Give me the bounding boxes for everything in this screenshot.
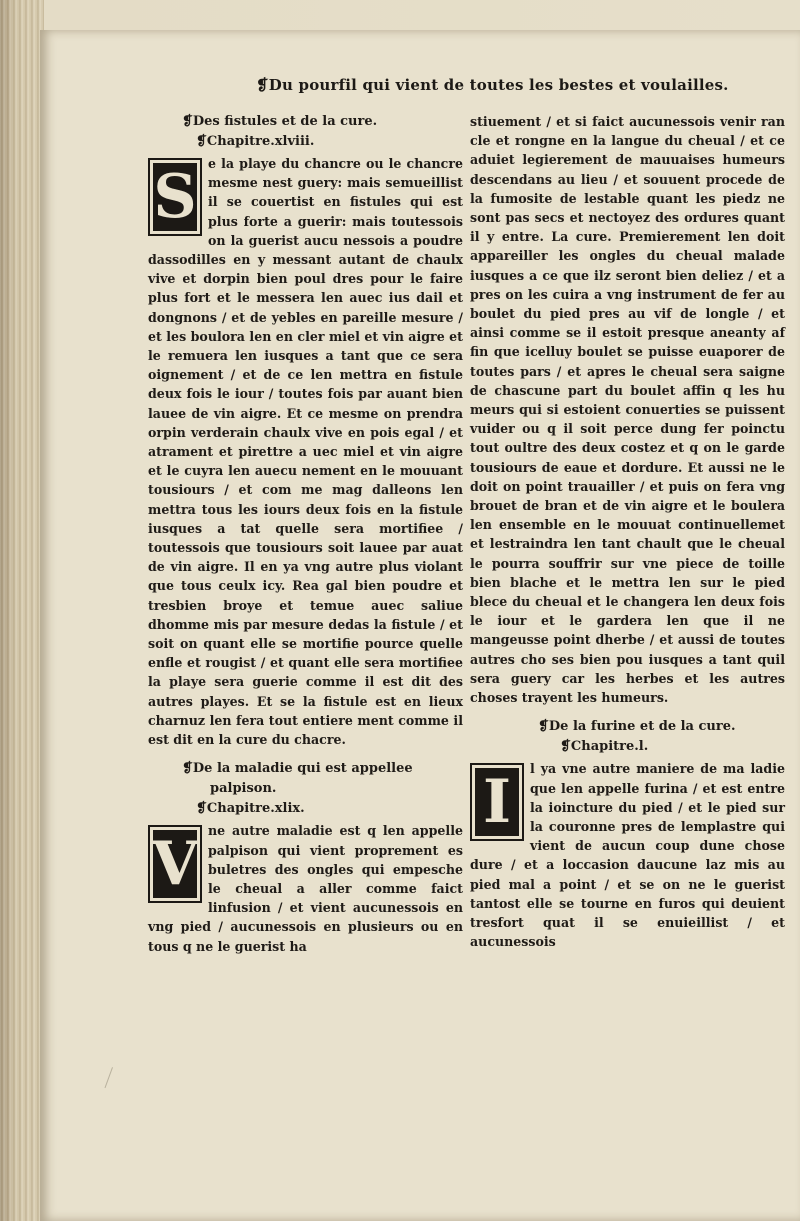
body-text-furine: l ya vne autre maniere de ma ladie que len appelle furina / et est entre la ioincture du pied / et le pied sur la couronne pres de lemplastre qui vient de aucun coup dune chose dure / et a loccasion daucune laz mis au pied mal a point / et se on ne le guerist tantost elle se tourne en furos qui deuient tresfort quat il se enuieillist / et aucunessois bbox=[470, 761, 785, 950]
decorated-initial-i: I bbox=[470, 763, 524, 841]
chapter-label-xlviii: ❡Chapitre.xlviii. bbox=[196, 134, 315, 149]
decorated-initial-s: S bbox=[148, 158, 202, 236]
chapter-label-l: ❡Chapitre.l. bbox=[560, 739, 649, 755]
section-heading-fistules: ❡Des fistules et de la cure. bbox=[182, 114, 378, 129]
running-head: ❡Du pourfil qui vient de toutes les bestes et voulailles. bbox=[256, 76, 729, 94]
body-text-palpison-continued: stiuement / et si faict aucunessois venir ran cle et rongne en la langue du cheual / et ce aduiet legierement de mauuaises humeurs descendans au lieu / et souuent procede de la fumosite de lestable quant les piedz ne sont pas secs et nectoyez des ordures quant il y entre. La cure. Premierement len doit appareiller les ongles du cheual malade iusques a ce que ilz seront bien deliez / et a pres on les cuira a vng instrument de fer au boulet du pied pres au vif de longle / et ainsi comme se il estoit presque aneanty af fin que icelluy boulet se puisse euaporer de toutes pars / et apres le cheual sera saigne de chascune part du boulet affin q les hu meurs qui si estoient conuerties se puissent vuider ou q il soit perce dung fer poinctu tout oultre des deux costez et q on le garde tousiours de eaue et dordure. Et aussi ne le doit on point trauailler / et puis on fera vng brouet de bran et de vin aigre et le boulera len ensemble en le mouuat continuellemet et lestraindra len tant chault que le cheual le pourra souffrir sur vne piece de toille bien blache et le mettra len sur le pied blece du cheual et le changera len deux fois le iour et le gardera len que il ne mangeusse point dherbe / et aussi de toutes autres cho ses bien pou iusques a tant quil sera guery car les herbes et les autres choses trayent les humeurs. bbox=[470, 114, 785, 706]
section-heading-furine: ❡De la furine et de la cure. bbox=[538, 719, 736, 735]
chapter-label-xlix: ❡Chapitre.xlix. bbox=[196, 801, 305, 817]
decorated-initial-v: V bbox=[148, 825, 202, 903]
body-text-palpison: ne autre maladie est q len appelle palpison qui vient proprement es buletres des ongles qui empesche le cheual a aller comme faict linfusion / et vient aucunessois en vng pied / aucunessois en plusieurs ou en tous q ne le guerist ha bbox=[148, 823, 463, 954]
left-column bbox=[148, 112, 463, 956]
right-column bbox=[470, 112, 785, 951]
section-heading-palpison-line2: palpison. bbox=[210, 781, 277, 797]
body-text-fistules: e la playe du chancre ou le chancre mesme nest guery: mais semueillist il se couertist en fistules qui est plus forte a guerir: mais toutessois on la guerist aucu nessois a poudre dassodilles en y messant autant de chaulx vive et dorpin bien poul dres pour le faire plus fort et le messera len auec ius dail et dongnons / et de yebles en pareille mesure / et les boulora len en cler miel et vin aigre et le remuera len iusques a tant que ce sera oignement / et de ce len mettra en fistule deux fois le iour / toutes fois par auant bien lauee de vin aigre. Et ce mesme on prendra orpin verderain chaulx vive en pois egal / et atrament et pirettre a uec miel et vin aigre et le cuyra len auecu nement en le mouuant tousiours / et com me mag dalleons len mettra tous les iours deux fois en la fistule iusques a tat quelle sera mortifiee / toutessois que tousiours soit lauee par auat de vin aigre. Il en ya vng autre plus violant que tous ceulx icy. Rea gal bien poudre et tresbien broye et temue auec saliue dhomme mis par mesure dedas la fistule / et soit on quant elle se mortifie pource quelle enfle et rougist / et quant elle sera mortifiee la playe sera guerie comme il est dit des autres playes. Et se la fistule est en lieux charnuz len fera tout entiere ment comme il est dit en la cure du chacre. bbox=[148, 156, 463, 748]
page-edges-gutter bbox=[0, 0, 44, 1221]
section-heading-palpison-line1: ❡De la maladie qui est appellee bbox=[182, 761, 413, 777]
